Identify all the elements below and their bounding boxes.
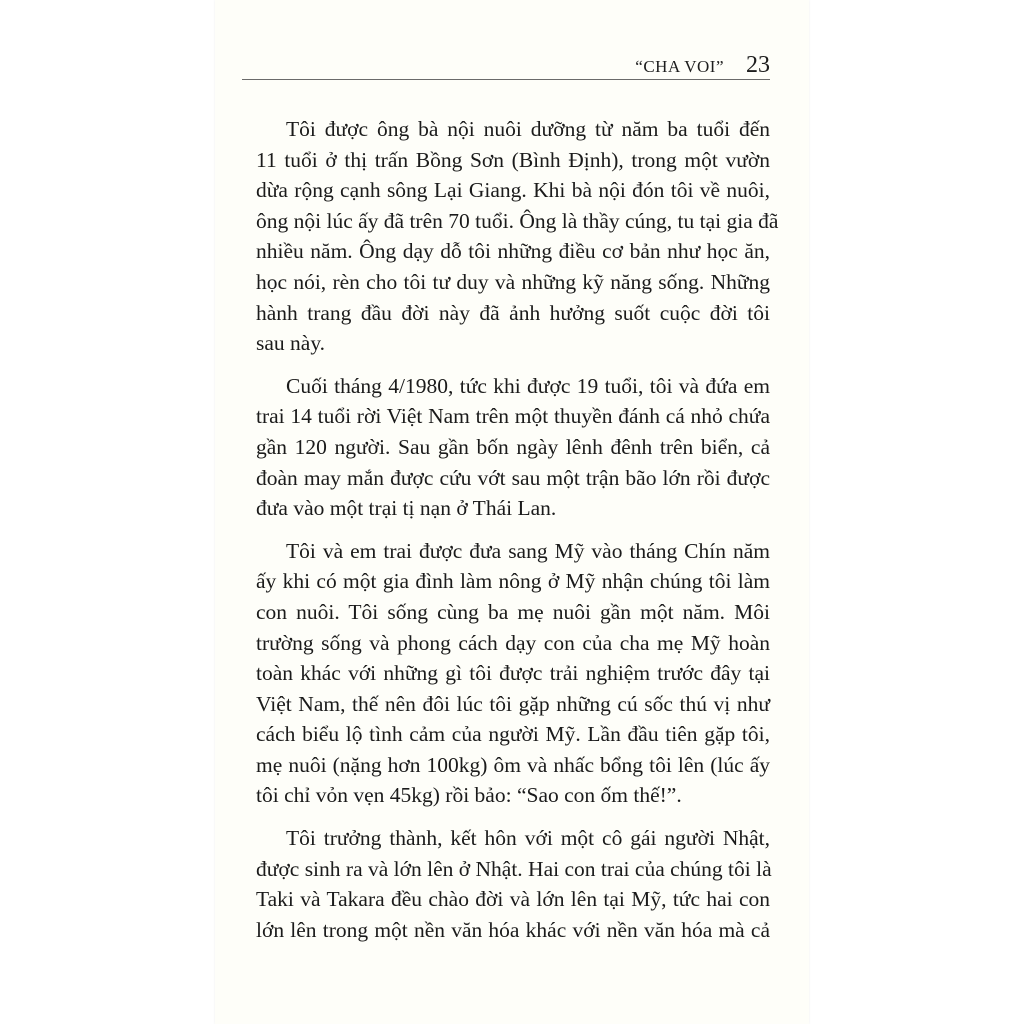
running-title: “CHA VOI” [625, 57, 728, 77]
text-line: Taki và Takara đều chào đời và lớn lên tại Mỹ, tức hai con [256, 887, 770, 912]
text-line: học nói, rèn cho tôi tư duy và những kỹ năng sống. Những [256, 269, 770, 294]
text-line: ông nội lúc ấy đã trên 70 tuổi. Ông là thầy cúng, tu tại gia đã [256, 208, 779, 233]
text-line: Việt Nam, thế nên đôi lúc tôi gặp những cú sốc thú vị như [256, 691, 770, 716]
text-line: Tôi và em trai được đưa sang Mỹ vào tháng Chín năm [286, 538, 770, 563]
text-line: đoàn may mắn được cứu vớt sau một trận bão lớn rồi được [256, 465, 770, 490]
running-header [242, 54, 770, 84]
text-line: Tôi trưởng thành, kết hôn với một cô gái người Nhật, [286, 826, 770, 851]
text-line: được sinh ra và lớn lên ở Nhật. Hai con trai của chúng tôi là [256, 856, 772, 881]
page-number: 23 [738, 52, 770, 79]
paragraph [256, 823, 770, 945]
text-line: dừa rộng cạnh sông Lại Giang. Khi bà nội đón tôi về nuôi, [256, 178, 770, 203]
text-line: 11 tuổi ở thị trấn Bồng Sơn (Bình Định), trong một vườn [256, 147, 770, 172]
text-line: trường sống và phong cách dạy con của cha mẹ Mỹ hoàn [256, 630, 770, 655]
text-line: Tôi được ông bà nội nuôi dưỡng từ năm ba tuổi đến [286, 117, 770, 141]
text-line: cách biểu lộ tình cảm của người Mỹ. Lần đầu tiên gặp tôi, [256, 722, 770, 747]
text-line: toàn khác với những gì tôi được trải nghiệm trước đây tại [256, 661, 770, 686]
header-rule [242, 79, 770, 80]
paragraph [256, 536, 770, 811]
text-line: trai 14 tuổi rời Việt Nam trên một thuyền đánh cá nhỏ chứa [256, 404, 770, 429]
text-line: tôi chỉ vỏn vẹn 45kg) rồi bảo: “Sao con ốm thế!”. [256, 783, 682, 808]
text-line: con nuôi. Tôi sống cùng ba mẹ nuôi gần một năm. Môi [256, 599, 770, 624]
text-line: sau này. [256, 331, 326, 356]
paragraph [256, 371, 770, 524]
text-line: lớn lên trong một nền văn hóa khác với nền văn hóa mà cả [256, 917, 770, 942]
text-line: đưa vào một trại tị nạn ở Thái Lan. [256, 496, 557, 521]
text-line: hành trang đầu đời này đã ảnh hưởng suốt cuộc đời tôi [256, 300, 770, 325]
text-line: nhiều năm. Ông dạy dỗ tôi những điều cơ bản như học ăn, [256, 239, 770, 264]
paragraph [256, 114, 779, 359]
text-line: Cuối tháng 4/1980, tức khi được 19 tuổi, tôi và đứa em [286, 373, 770, 398]
text-line: mẹ nuôi (nặng hơn 100kg) ôm và nhấc bổng tôi lên (lúc ấy [256, 752, 770, 777]
body-text [256, 114, 779, 957]
text-line: ấy khi có một gia đình làm nông ở Mỹ nhận chúng tôi làm [256, 569, 770, 594]
text-line: gần 120 người. Sau gần bốn ngày lênh đênh trên biển, cả [256, 434, 770, 459]
